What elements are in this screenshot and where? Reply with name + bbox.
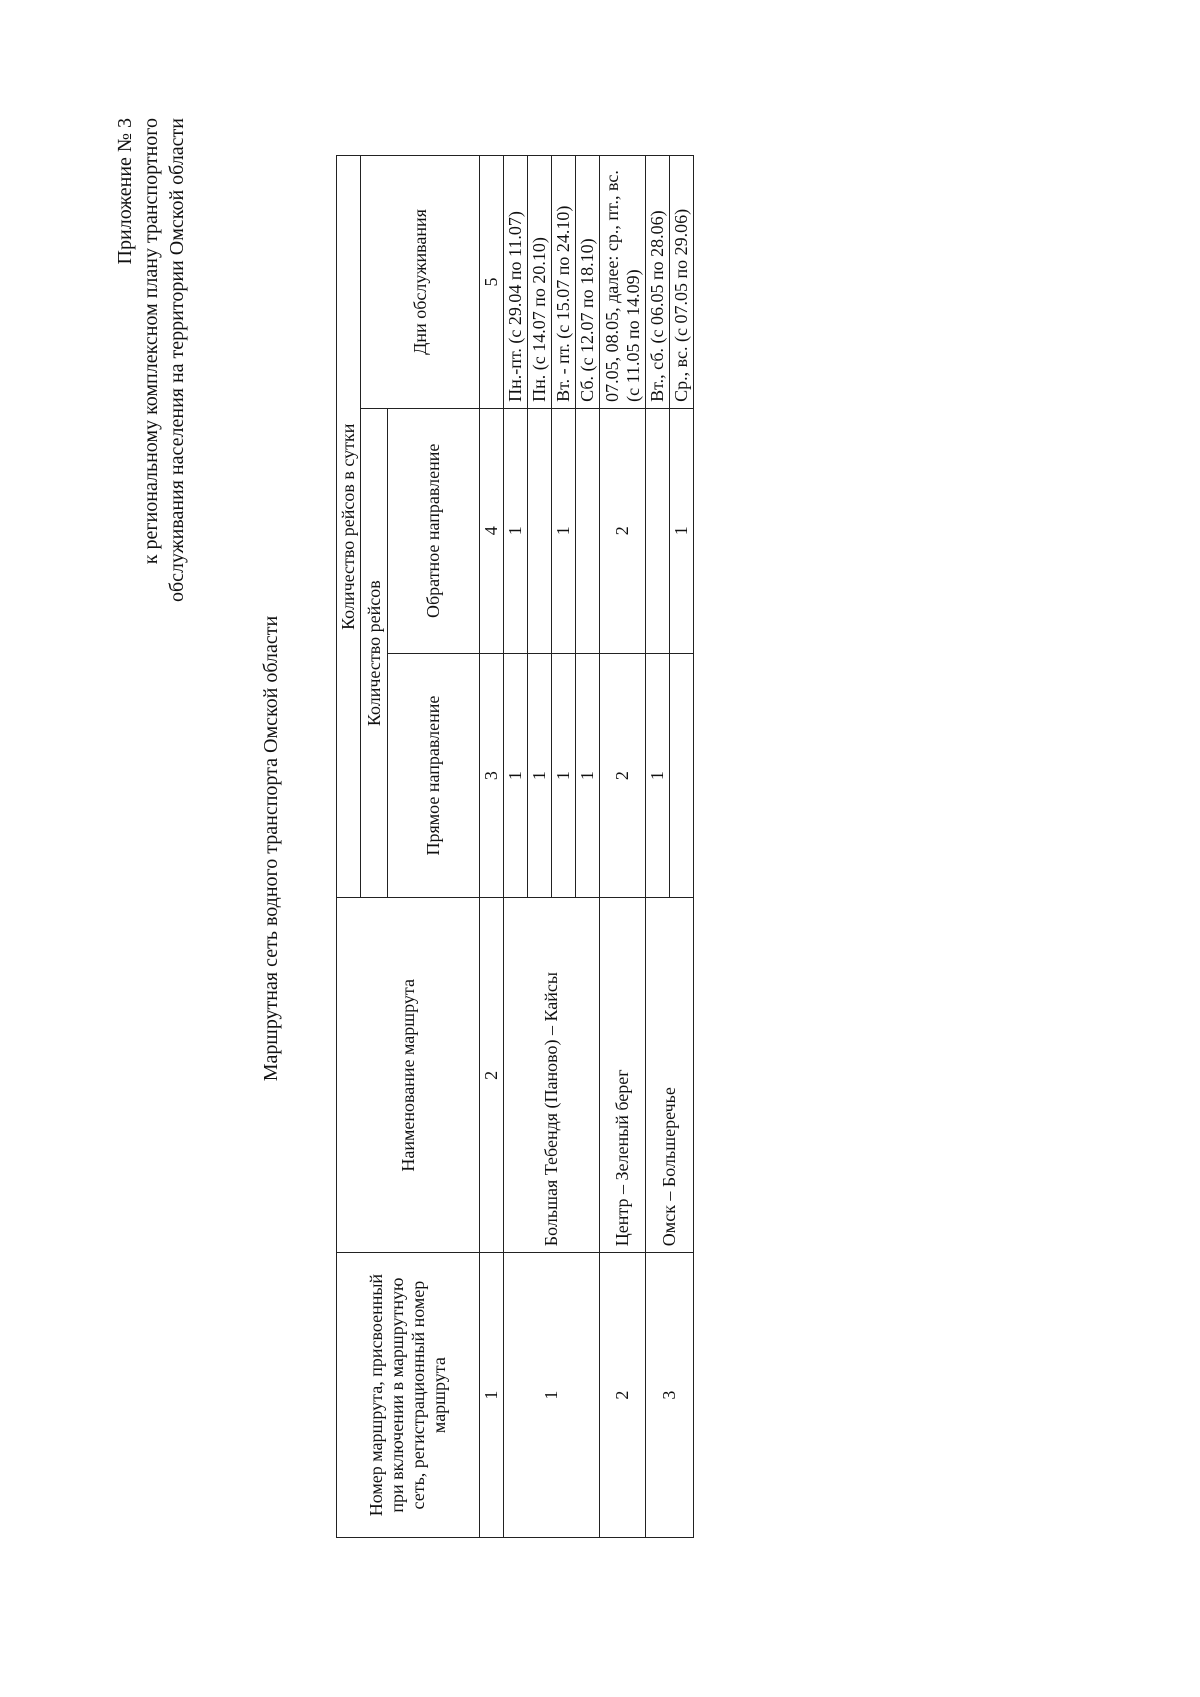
header-forward: Прямое направление	[388, 653, 480, 898]
forward-cell: 2	[600, 653, 646, 898]
document-title: Маршрутная сеть водного транспорта Омской области	[260, 615, 282, 1082]
column-number-5: 5	[480, 156, 504, 409]
forward-cell: 1	[504, 653, 528, 898]
header-route-name: Наименование маршрута	[337, 898, 480, 1253]
service-days-cell: Вт. - пт. (с 15.07 по 24.10)	[552, 156, 576, 409]
header-route-number: Номер маршрута, присвоенный при включении в маршрутную сеть, регистрационный номер маршрута	[337, 1253, 480, 1538]
route-name-cell: Омск – Большеречье	[646, 898, 694, 1253]
forward-cell: 1	[646, 653, 670, 898]
route-name-cell: Большая Тебендя (Паново) – Кайсы	[504, 898, 600, 1253]
reverse-cell: 1	[670, 408, 694, 653]
route-number-cell: 2	[600, 1253, 646, 1538]
annex-subtitle-line-1: к региональному комплексном плану транспортного	[140, 118, 162, 565]
table-row	[504, 156, 528, 1538]
route-name-cell: Центр – Зеленый берег	[600, 898, 646, 1253]
header-trips: Количество рейсов	[361, 408, 388, 898]
service-days-cell: Пн.-пт. (с 29.04 по 11.07)	[504, 156, 528, 409]
service-days-cell: Вт., сб. (с 06.05 по 28.06)	[646, 156, 670, 409]
forward-cell: 1	[528, 653, 552, 898]
forward-cell: 1	[552, 653, 576, 898]
forward-cell	[670, 653, 694, 898]
route-number-cell: 1	[504, 1253, 600, 1538]
header-service-days: Дни обслуживания	[361, 156, 480, 409]
service-days-cell: Пн. (с 14.07 по 20.10)	[528, 156, 552, 409]
service-days-cell: Сб. (с 12.07 по 18.10)	[576, 156, 600, 409]
route-number-cell: 3	[646, 1253, 694, 1538]
header-reverse: Обратное направление	[388, 408, 480, 653]
service-days-cell: Ср., вс. (с 07.05 по 29.06)	[670, 156, 694, 409]
reverse-cell	[646, 408, 670, 653]
route-network-table	[336, 155, 694, 1538]
table-row	[646, 156, 670, 1538]
column-number-2: 2	[480, 898, 504, 1253]
annex-subtitle-line-2: обслуживания населения на территории Омской области	[166, 118, 188, 603]
reverse-cell: 1	[552, 408, 576, 653]
reverse-cell: 2	[600, 408, 646, 653]
table-row	[600, 156, 646, 1538]
header-trips-per-day: Количество рейсов в сутки	[337, 156, 361, 899]
reverse-cell: 1	[504, 408, 528, 653]
column-number-4: 4	[480, 408, 504, 653]
service-days-cell: 07.05, 08.05, далее: ср., пт., вс. (с 11.05 по 14.09)	[600, 156, 646, 409]
forward-cell: 1	[576, 653, 600, 898]
reverse-cell	[576, 408, 600, 653]
annex-title: Приложение № 3	[114, 118, 136, 265]
column-number-3: 3	[480, 653, 504, 898]
column-number-1: 1	[480, 1253, 504, 1538]
reverse-cell	[528, 408, 552, 653]
